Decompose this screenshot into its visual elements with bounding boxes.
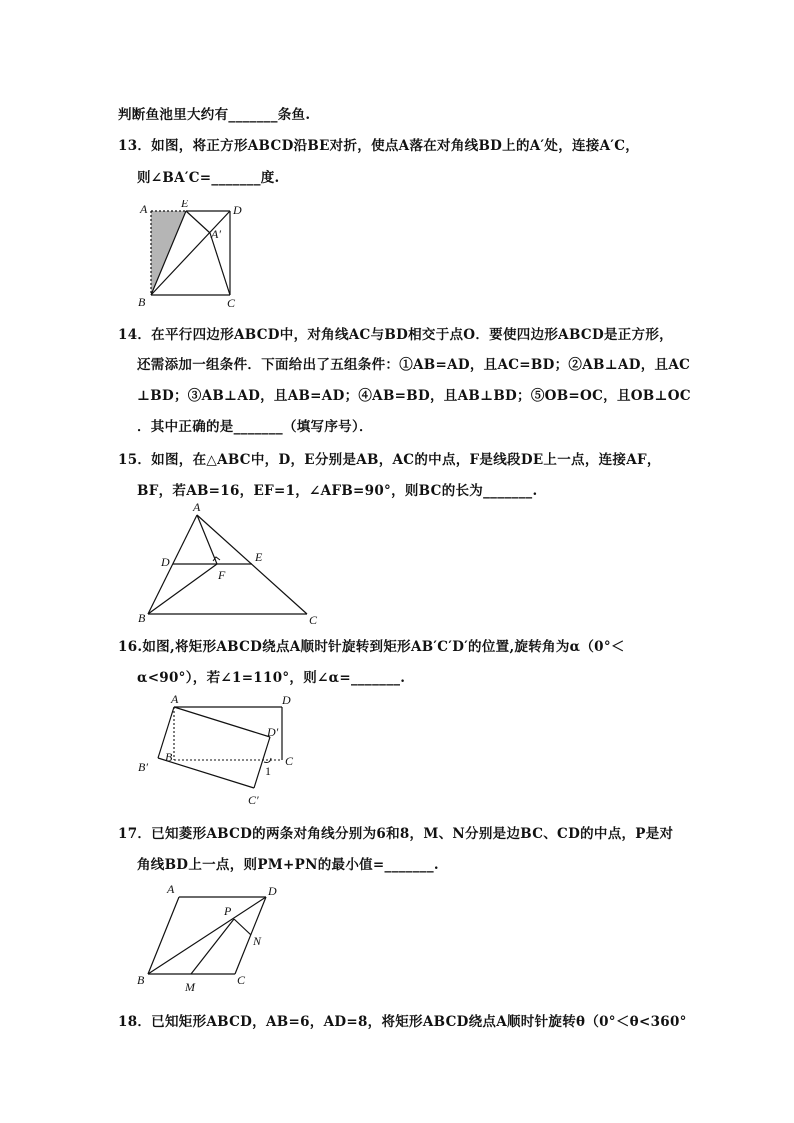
q13-line-1: 13．如图，将正方形ABCD沿BE对折，使点A落在对角线BD上的A′处，连接A′C， (118, 138, 640, 154)
fig17-label-d: D (268, 884, 277, 898)
fig16-label-angle-1: 1 (265, 764, 271, 778)
q16-line-1: 16.如图,将矩形ABCD绕点A顺时针旋转到矩形AB′C′D′的位置,旋转角为α（0°＜ (118, 639, 625, 655)
fig16-rectangle-diagram (130, 690, 305, 810)
q18-line-1: 18．已知矩形ABCD，AB=6，AD=8，将矩形ABCD绕点A顺时针旋转θ（0°＜θ<360° (118, 1014, 687, 1030)
q14-line-3: ⊥BD；③AB⊥AD，且AB=AD；④AB=BD，且AB⊥BD；⑤OB=OC，且OB⊥OC (137, 388, 691, 404)
fig16-label-b-prime: B′ (138, 760, 148, 774)
fig17-label-a: A (167, 882, 175, 896)
q14-line-1: 14．在平行四边形ABCD中，对角线AC与BD相交于点O．要使四边形ABCD是正方形， (118, 327, 673, 343)
fig16-label-d: D (282, 693, 291, 707)
fig15-label-b: B (138, 611, 146, 625)
fig16-label-a: A (171, 692, 179, 706)
fig13-square-diagram (138, 200, 248, 310)
fig15-label-a: A (193, 500, 201, 514)
q14-line-2: 还需添加一组条件．下面给出了五组条件：①AB=AD，且AC=BD；②AB⊥AD，且AC (137, 357, 691, 373)
fig15-label-d: D (161, 555, 170, 569)
q17-line-1: 17．已知菱形ABCD的两条对角线分别为6和8，M、N分别是边BC、CD的中点，P是对 (118, 826, 674, 842)
fig15-label-c: C (309, 613, 318, 627)
fig17-rhombus-diagram (135, 878, 285, 994)
q12-tail-line: 判断鱼池里大约有_______条鱼. (118, 107, 311, 123)
fig13-label-e: E (181, 200, 189, 210)
fig17-label-p: P (224, 904, 232, 918)
fig17-label-m: M (185, 980, 195, 994)
q17-line-2: 角线BD上一点，则PM+PN的最小值=_______. (137, 857, 439, 873)
fig16-label-c-prime: C′ (248, 793, 259, 807)
fig16-label-c: C (285, 754, 294, 768)
fig13-label-b: B (138, 295, 146, 309)
q14-line-4: ．其中正确的是_______（填写序号）． (137, 419, 373, 435)
fig13-label-c: C (227, 296, 236, 310)
fig15-label-f: F (218, 568, 226, 582)
q16-line-2: α<90°），若∠1=110°，则∠α=_______. (137, 670, 406, 686)
q13-line-2: 则∠BA′C=_______度. (137, 170, 280, 186)
fig13-label-a-prime: A′ (211, 227, 221, 241)
q15-line-2: BF，若AB=16，EF=1，∠AFB=90°，则BC的长为_______. (137, 483, 538, 499)
fig13-label-a: A (140, 202, 148, 216)
fig17-label-n: N (253, 934, 262, 948)
fig17-label-c: C (237, 973, 246, 987)
fig13-label-d: D (233, 203, 242, 217)
fig17-label-b: B (137, 973, 145, 987)
fig15-triangle-diagram (135, 500, 325, 628)
q15-line-1: 15．如图，在△ABC中，D，E分别是AB，AC的中点，F是线段DE上一点，连接AF， (118, 452, 661, 468)
fig16-label-d-prime: D′ (267, 725, 279, 739)
fig16-label-b: B (165, 750, 173, 764)
fig15-label-e: E (255, 550, 263, 564)
